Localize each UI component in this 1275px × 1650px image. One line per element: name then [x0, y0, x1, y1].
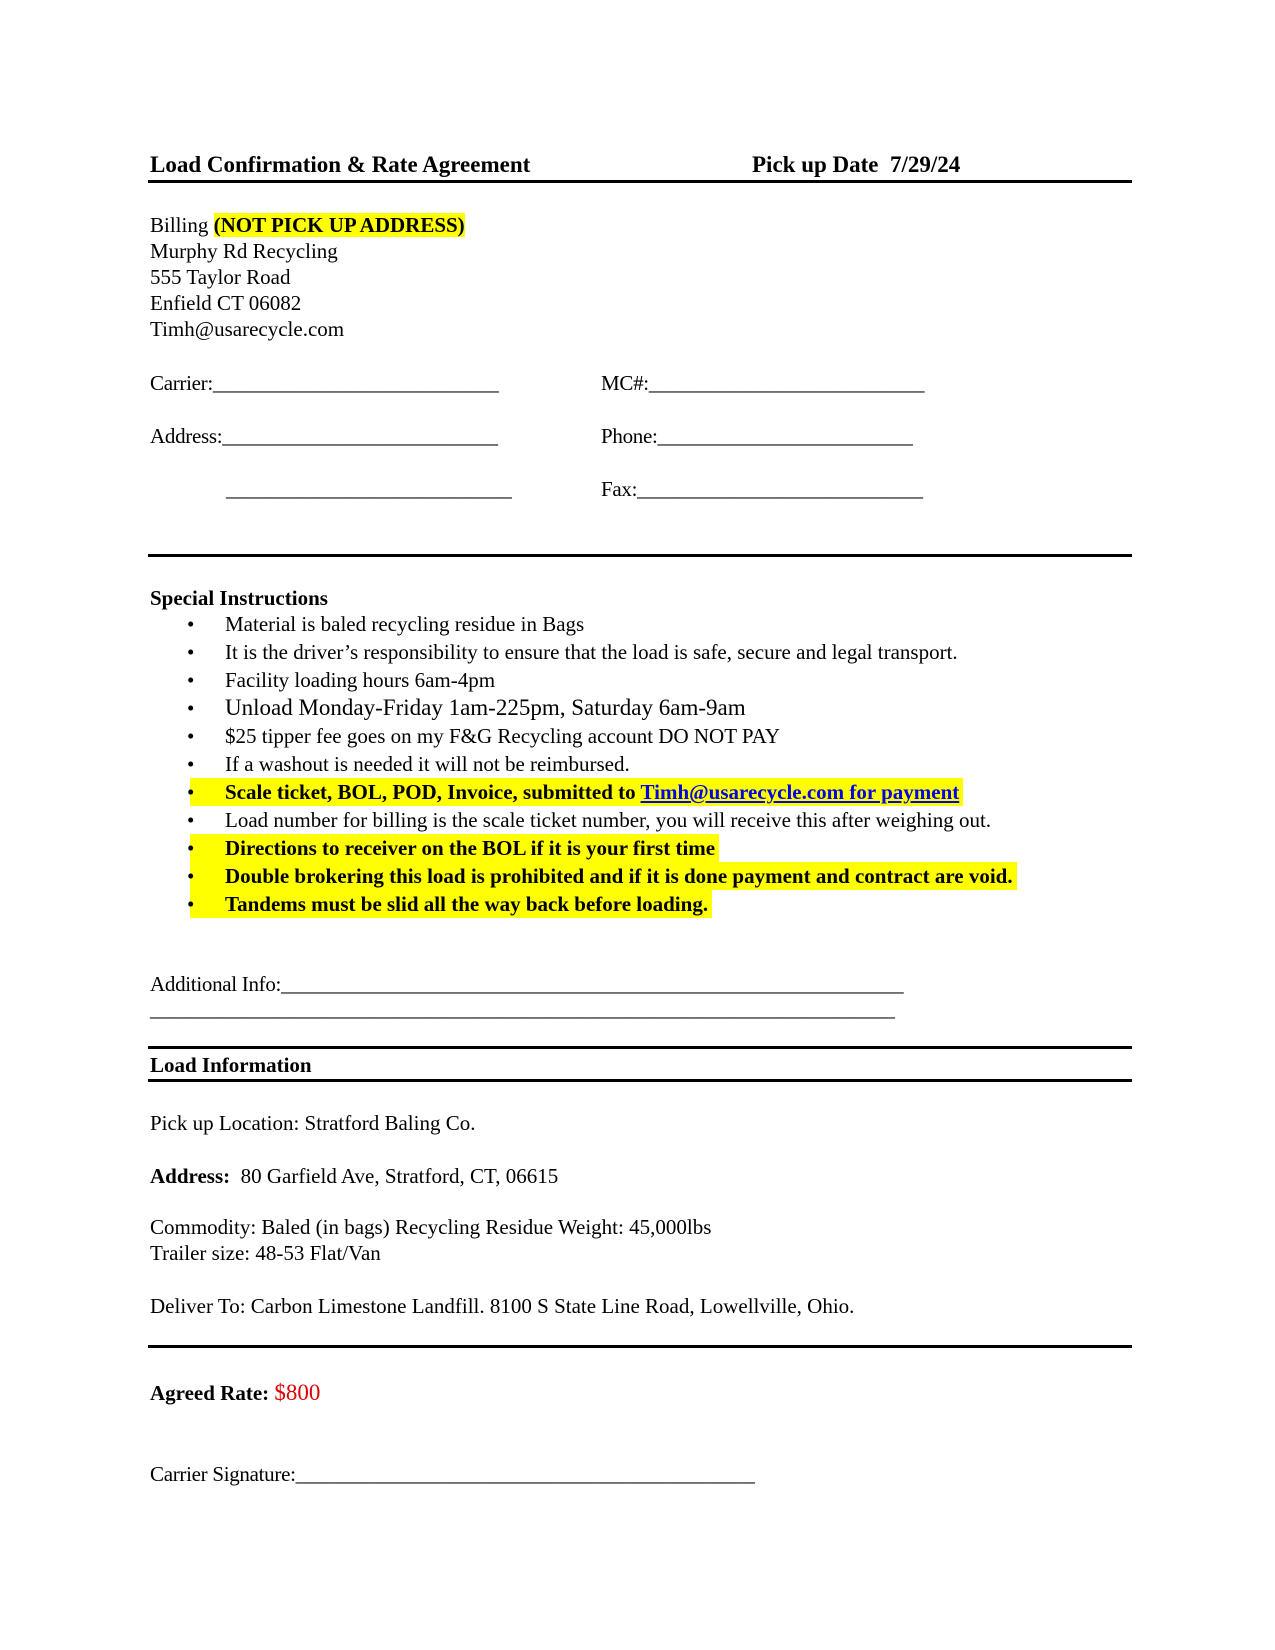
deliver-to: Deliver To: Carbon Limestone Landfill. 8100 S State Line Road, Lowellville, Ohio. [150, 1294, 855, 1318]
document-title: Load Confirmation & Rate Agreement [150, 152, 531, 177]
pickup-address [150, 1164, 558, 1189]
bullet-icon: • [187, 780, 195, 804]
section-rule [148, 1345, 1132, 1348]
agreed-rate [150, 1380, 320, 1406]
bullet-icon: • [187, 836, 195, 860]
list-item-highlighted: • Double brokering this load is prohibited and if it is done payment and contract are void. [190, 862, 1017, 890]
billing-line: Murphy Rd Recycling [150, 239, 338, 263]
billing-label: Billing [150, 213, 209, 237]
header-rule [148, 180, 1132, 183]
list-item: • $25 tipper fee goes on my F&G Recycling account DO NOT PAY [187, 724, 781, 748]
list-item-highlighted: • Tandems must be slid all the way back before loading. [190, 890, 712, 918]
billing-line: 555 Taylor Road [150, 265, 291, 289]
bullet-icon: • [187, 668, 195, 692]
mc-field[interactable]: MC#:___________________________ [601, 371, 925, 395]
billing-heading [150, 212, 465, 238]
pickup-location: Pick up Location: Stratford Baling Co. [150, 1111, 476, 1135]
list-item: • Load number for billing is the scale ticket number, you will receive this after weighing out. [187, 808, 992, 832]
list-item: • It is the driver’s responsibility to ensure that the load is safe, secure and legal transport. [187, 640, 958, 664]
carrier-signature-field[interactable]: Carrier Signature:_____________________________________________ [150, 1462, 755, 1486]
bullet-icon: • [187, 640, 195, 664]
list-item-scale-ticket: • Scale ticket, BOL, POD, Invoice, submitted to Timh@usarecycle.com for payment [190, 778, 963, 806]
additional-info-field[interactable]: Additional Info:_____________________________________________________________ [150, 972, 904, 996]
trailer-size: Trailer size: 48-53 Flat/Van [150, 1241, 381, 1265]
bullet-icon: • [187, 892, 195, 916]
list-item-highlighted: • Directions to receiver on the BOL if it is your first time [190, 834, 719, 862]
billing-note: (NOT PICK UP ADDRESS) [213, 213, 465, 237]
commodity-block [150, 1214, 711, 1266]
pickup-date [752, 152, 960, 178]
load-information-heading: Load Information [150, 1053, 312, 1077]
address-field[interactable]: Address:___________________________ [150, 424, 498, 448]
bullet-icon: • [187, 808, 195, 832]
agreed-rate-value: $800 [274, 1380, 321, 1405]
billing-block [150, 212, 465, 342]
address-field-line2[interactable]: ____________________________ [226, 477, 512, 501]
section-rule [148, 1046, 1132, 1049]
list-item: • Material is baled recycling residue in Bags [187, 612, 585, 636]
pickup-address-label: Address: [150, 1164, 231, 1188]
bullet-icon: • [187, 724, 195, 748]
bullet-icon: • [187, 752, 195, 776]
bullet-icon: • [187, 864, 195, 888]
phone-field[interactable]: Phone:_________________________ [601, 424, 913, 448]
special-instructions-heading: Special Instructions [150, 586, 328, 610]
section-rule [148, 1079, 1132, 1082]
carrier-field[interactable]: Carrier:____________________________ [150, 371, 499, 395]
list-item: • Facility loading hours 6am-4pm [187, 668, 496, 692]
agreed-rate-label: Agreed Rate: [150, 1381, 270, 1405]
payment-email-link[interactable]: Timh@usarecycle.com for payment [640, 780, 960, 804]
bullet-icon: • [187, 612, 195, 636]
list-item: • Unload Monday-Friday 1am-225pm, Saturday 6am-9am [187, 695, 746, 720]
pickup-address-value: 80 Garfield Ave, Stratford, CT, 06615 [240, 1164, 559, 1188]
commodity: Commodity: Baled (in bags) Recycling Residue Weight: 45,000lbs [150, 1215, 712, 1239]
special-instructions-list [187, 610, 1110, 918]
additional-info-field-line2[interactable]: _________________________________________________________________________ [150, 997, 895, 1021]
pickup-date-label: Pick up Date [752, 152, 879, 177]
fax-field[interactable]: Fax:____________________________ [601, 477, 923, 501]
pickup-date-value: 7/29/24 [890, 152, 961, 177]
bullet-icon: • [187, 696, 195, 720]
section-rule [148, 554, 1132, 557]
billing-email: Timh@usarecycle.com [150, 317, 345, 341]
billing-line: Enfield CT 06082 [150, 291, 302, 315]
list-item: • If a washout is needed it will not be reimbursed. [187, 752, 630, 776]
